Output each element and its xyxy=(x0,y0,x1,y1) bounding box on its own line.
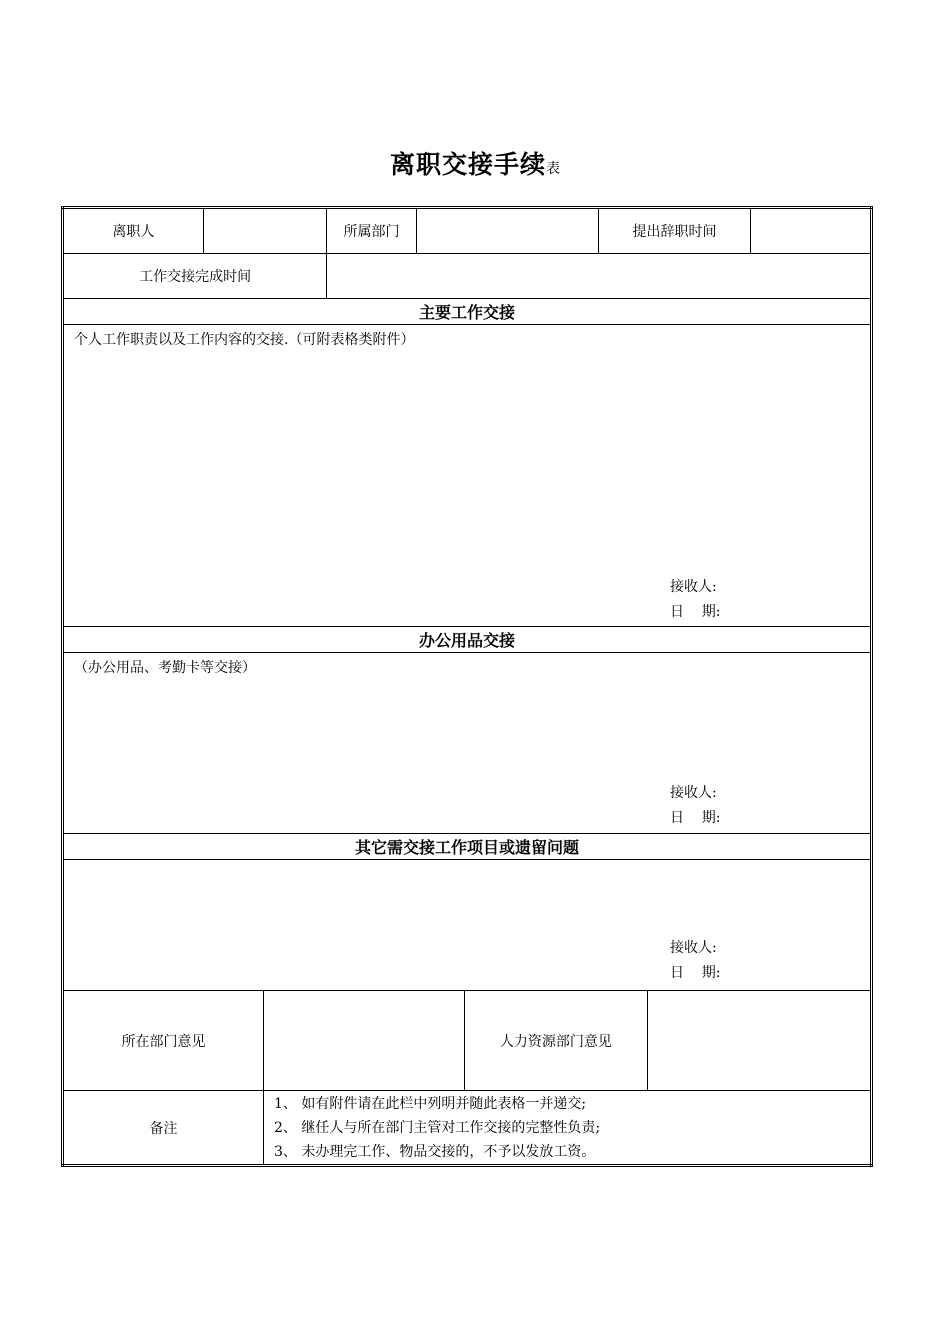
resign-time-field[interactable] xyxy=(751,208,872,254)
form-title-suffix: 表 xyxy=(546,161,560,177)
section-other-receiver-label: 接收人: xyxy=(670,940,717,956)
section-main-date-label: 日 期: xyxy=(670,604,721,620)
resign-time-label: 提出辞职时间 xyxy=(598,208,751,254)
hr-opinion-label: 人力资源部门意见 xyxy=(464,991,647,1091)
person-field[interactable] xyxy=(203,208,327,254)
section-main-note: 个人工作职责以及工作内容的交接.（可附表格类附件） xyxy=(74,332,415,348)
section-office-note: （办公用品、考勤卡等交接） xyxy=(74,660,256,676)
dept-field[interactable] xyxy=(416,208,598,254)
dept-opinion-field[interactable] xyxy=(263,991,464,1091)
remarks-item: 3、 未办理完工作、物品交接的，不予以发放工资。 xyxy=(273,1143,596,1160)
person-label: 离职人 xyxy=(63,208,204,254)
handover-form-table xyxy=(61,206,873,1167)
section-office-title: 办公用品交接 xyxy=(63,627,872,653)
form-title-main: 离职交接手续 xyxy=(389,150,546,179)
remarks-item: 1、 如有附件请在此栏中列明并随此表格一并递交; xyxy=(273,1095,587,1112)
remarks-list xyxy=(263,1091,871,1166)
remarks-label: 备注 xyxy=(63,1091,264,1166)
remarks-item: 2、 继任人与所在部门主管对工作交接的完整性负责; xyxy=(273,1119,601,1136)
section-other-date-label: 日 期: xyxy=(670,965,721,981)
section-main-receiver-label: 接收人: xyxy=(670,579,717,595)
section-main-content[interactable] xyxy=(63,325,872,627)
section-office-receiver-label: 接收人: xyxy=(670,785,717,801)
dept-label: 所属部门 xyxy=(327,208,416,254)
hr-opinion-field[interactable] xyxy=(647,991,871,1091)
form-title xyxy=(0,145,950,181)
complete-time-field[interactable] xyxy=(327,254,872,299)
section-other-title: 其它需交接工作项目或遗留问题 xyxy=(63,834,872,860)
section-office-date-label: 日 期: xyxy=(670,810,721,826)
section-main-title: 主要工作交接 xyxy=(63,299,872,325)
dept-opinion-label: 所在部门意见 xyxy=(63,991,264,1091)
section-office-content[interactable] xyxy=(63,653,872,834)
complete-time-label: 工作交接完成时间 xyxy=(63,254,327,299)
section-other-content[interactable] xyxy=(63,860,872,991)
